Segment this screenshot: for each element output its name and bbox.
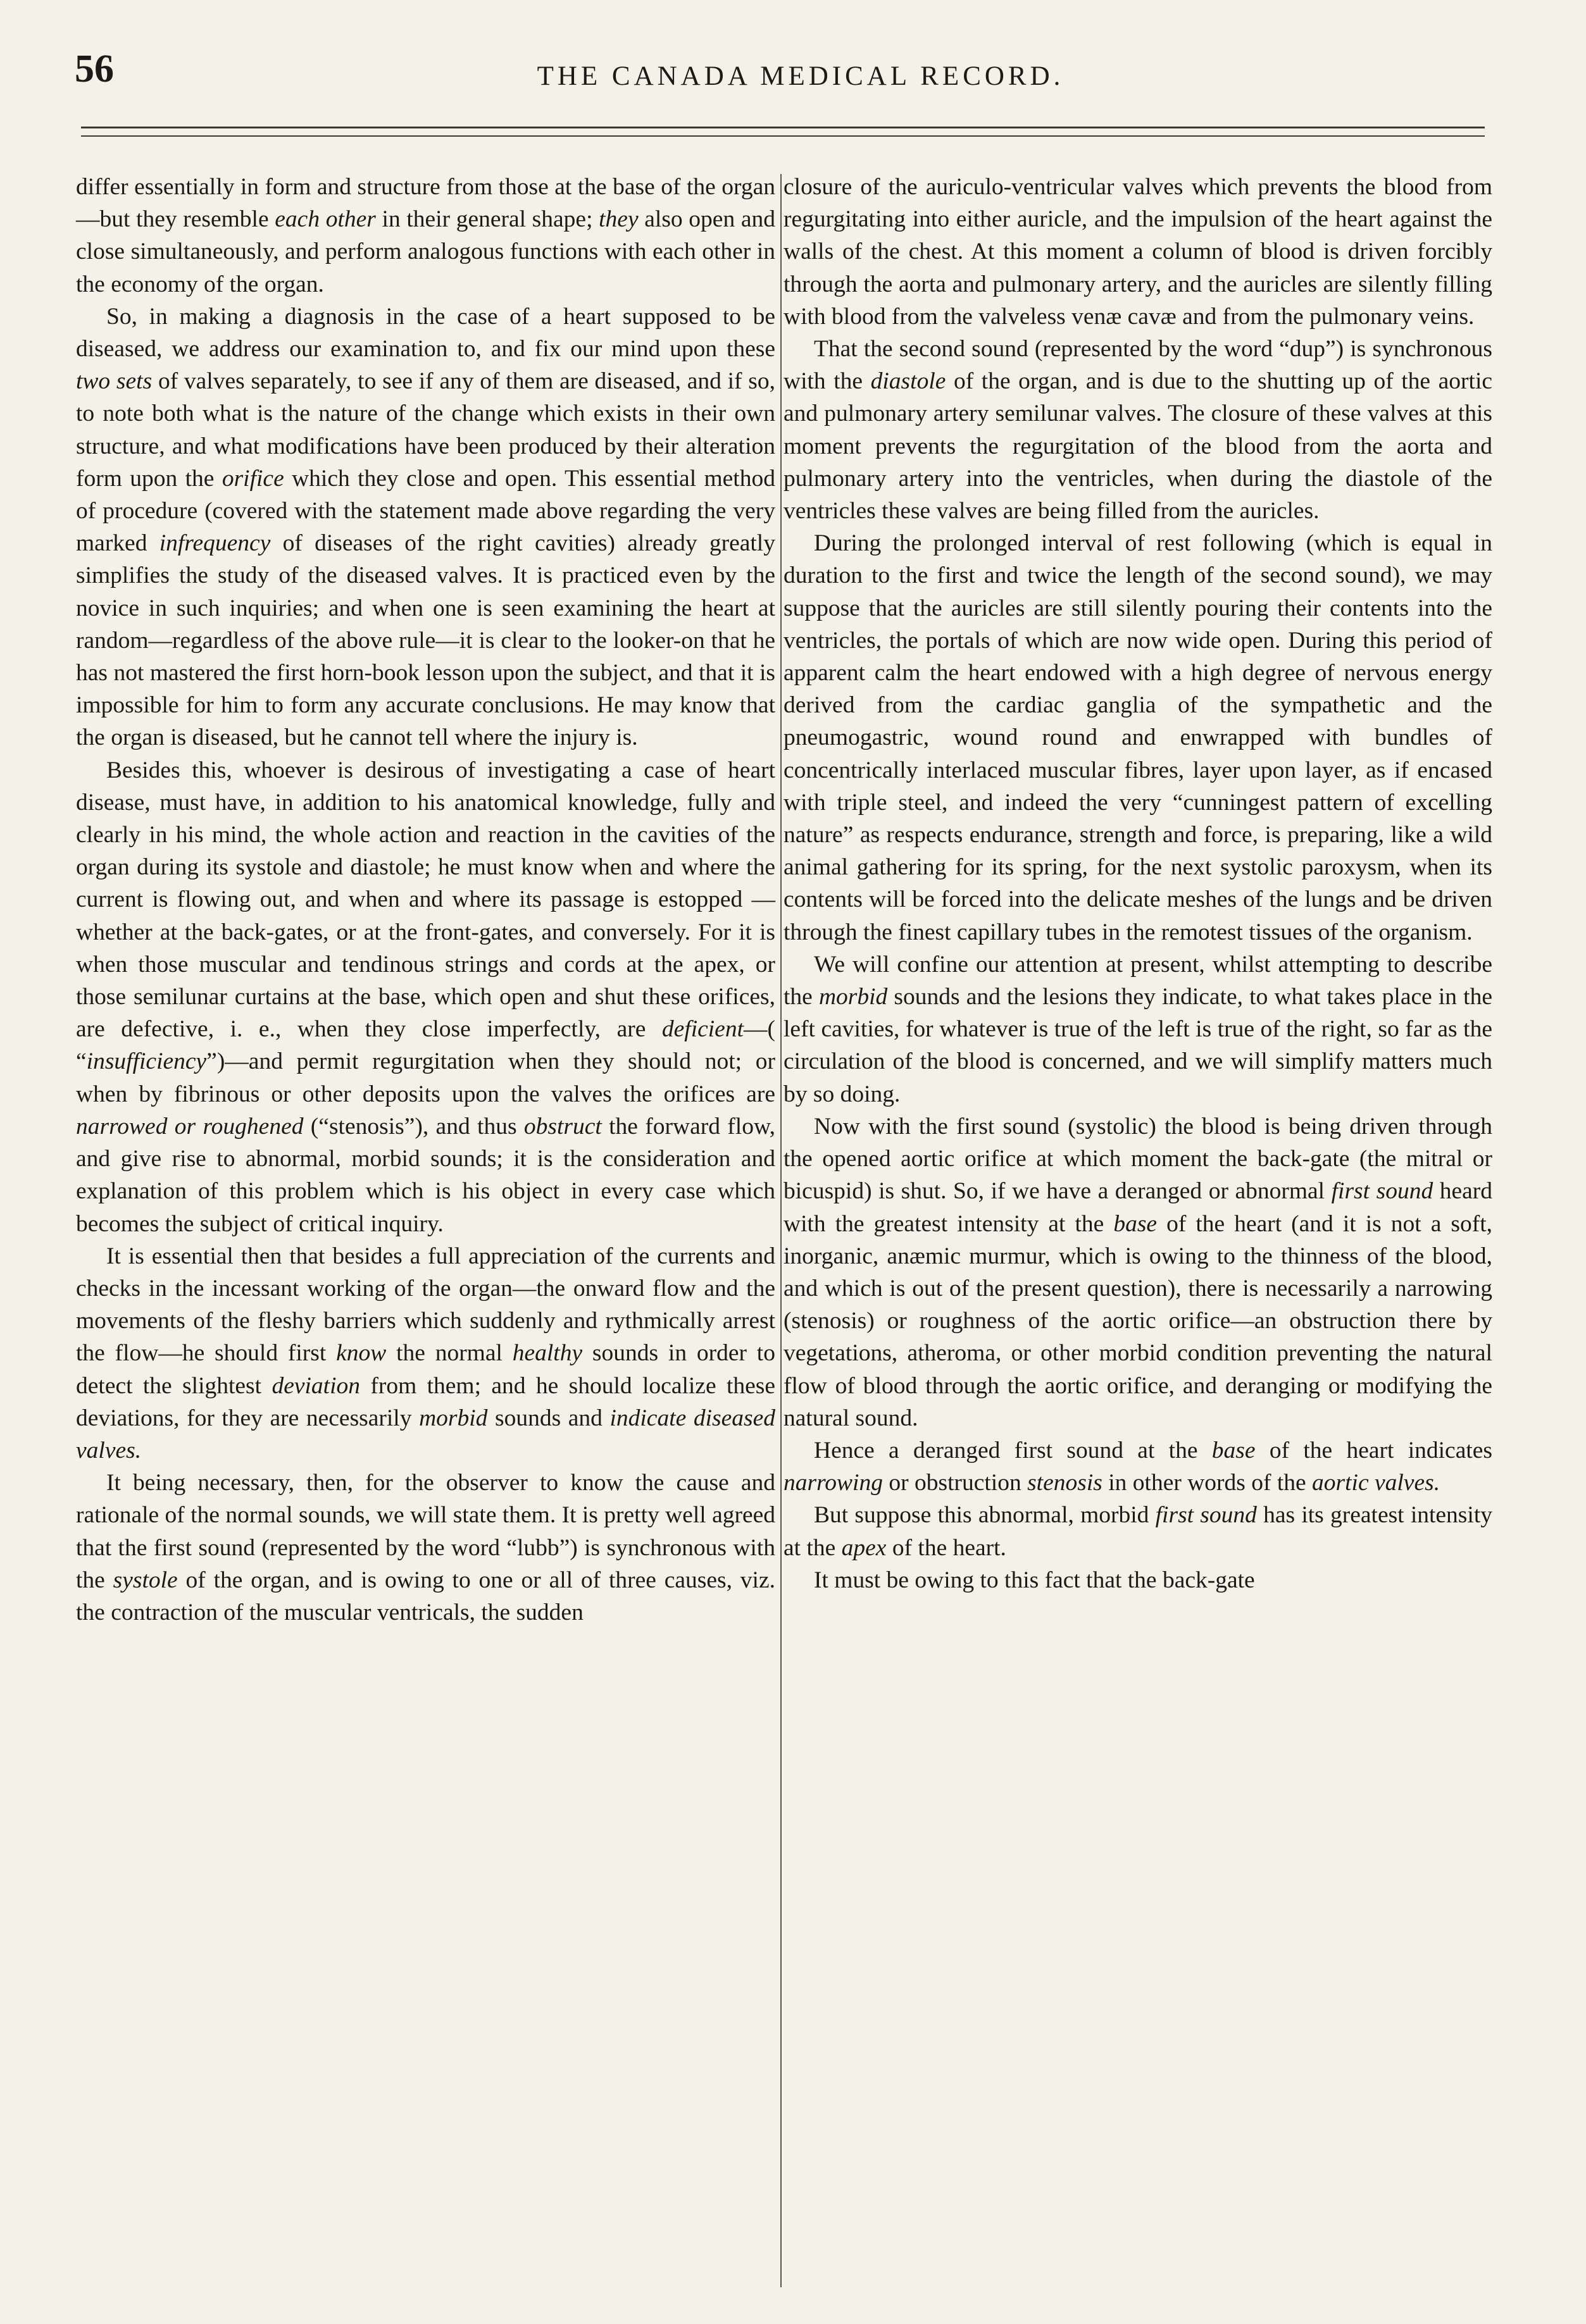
paragraph <box>76 1240 775 1467</box>
paragraph <box>784 333 1492 527</box>
text-run: differ essentially in form and structure from those at the base of the organ—but they resemble <box>76 174 775 233</box>
italic-text: morbid <box>818 984 888 1010</box>
text-run: It being necessary, then, for the observer to know the cause and rationale of the normal sounds, we will state them. It is pretty well agreed that the first sound (represented by the word “lubb”) is synchronous with the <box>76 1470 775 1593</box>
text-run: —( “ <box>76 1016 775 1075</box>
italic-text: deviation <box>272 1372 360 1399</box>
paragraph <box>784 1110 1492 1434</box>
text-run: Hence a deranged first sound at the <box>814 1437 1212 1463</box>
text-run: in other words of the <box>1102 1470 1313 1496</box>
text-run: It must be owing to this fact that the back-gate <box>814 1567 1255 1593</box>
text-run: of the heart indicates <box>1255 1437 1492 1463</box>
text-run: in their general shape; <box>375 206 599 233</box>
paragraph <box>76 1467 775 1629</box>
text-run: sounds and the lesions they indicate, to what takes place in the left cavities, for whatever is true of the left is true of the right, so far as the circulation of the blood is concerned, and we will simplify matters much by so doing. <box>784 984 1492 1107</box>
text-run: That the second sound (represented by the word “dup”) is synchronous with the <box>784 336 1492 395</box>
text-run: which they close and open. This essential method of procedure (covered with the statement made above regarding the very marked <box>76 465 775 557</box>
paragraph <box>784 1499 1492 1563</box>
italic-text: apex <box>841 1534 887 1561</box>
text-run: We will confine our attention at present, whilst attempting to describe the <box>784 951 1492 1010</box>
text-run: sounds and <box>487 1405 610 1431</box>
text-run: heard with the greatest intensity at the <box>784 1178 1493 1237</box>
text-run: of valves separately, to see if any of them are diseased, and if so, to note both what is the nature of the change which exists in their own structure, and what modifications have been produced by their alteration form upon the <box>76 368 775 492</box>
italic-text: narrowing <box>784 1470 883 1496</box>
text-run: of diseases of the right cavities) already greatly simplifies the study of the diseased valves. It is practiced even by the novice in such inquiries; and when one is seen examining the heart at random—regardless of the above rule—it is clear to the looker-on that he has not mastered the first horn-book lesson upon the subject, and that it is impossible for him to form any accurate conclusions. He may know that the organ is diseased, but he cannot tell where the injury is. <box>76 530 775 751</box>
italic-text: first sound <box>1331 1178 1433 1205</box>
italic-text: orifice <box>222 465 284 492</box>
paragraph <box>784 527 1492 948</box>
paragraph <box>784 1564 1492 1596</box>
text-run: or obstruction <box>882 1470 1028 1496</box>
italic-text: base <box>1113 1210 1158 1237</box>
italic-text: base <box>1211 1437 1256 1463</box>
text-run: During the prolonged interval of rest following (which is equal in duration to the first and twice the length of the second sound), we may suppose that the auricles are still silently pouring their contents into the ventricles, the portals of which are now wide open. During this period of apparent calm the heart endowed with a high degree of nervous energy derived from the cardiac ganglia of the sympathetic and the pneumogastric, wound round and enwrapped with bundles of concentrically interlaced muscular fibres, layer upon layer, as if encased with triple steel, and indeed the very “cunningest pattern of excelling nature” as respects endurance, strength and force, is preparing, like a wild animal gathering for its spring, for the next systolic paroxysm, when its contents will be forced into the delicate meshes of the lungs and be driven through the finest capillary tubes in the remotest tissues of the organism. <box>784 530 1492 945</box>
italic-text: obstruct <box>523 1113 602 1140</box>
running-head: THE CANADA MEDICAL RECORD. <box>537 61 1065 91</box>
paragraph <box>76 301 775 754</box>
text-run: closure of the auriculo-ventricular valves which prevents the blood from regurgitating into either auricle, and the impulsion of the heart against the walls of the chest. At this moment a column of blood is driven forcibly through the aorta and pulmonary artery, and the auricles are silently filling with blood from the valveless venæ cavæ and from the pulmonary veins. <box>784 174 1492 330</box>
italic-text: deficient <box>661 1016 744 1043</box>
paragraph <box>784 948 1492 1110</box>
italic-text: narrowed or roughened <box>76 1113 304 1140</box>
italic-text: indicate diseased valves. <box>76 1405 775 1463</box>
italic-text: insufficiency <box>86 1048 207 1075</box>
italic-text: healthy <box>512 1340 583 1367</box>
text-run: Now with the first sound (systolic) the blood is being driven through the opened aortic orifice at which moment the back-gate (the mitral or bicuspid) is shut. So, if we have a deranged or abnormal <box>784 1113 1492 1205</box>
italic-text: systole <box>113 1567 178 1593</box>
paragraph <box>76 754 775 1240</box>
text-run: of the organ, and is owing to one or all of three causes, viz. the contraction of the muscular ventricals, the sudden <box>76 1567 775 1625</box>
italic-text: each other <box>275 206 376 233</box>
text-run: Besides this, whoever is desirous of investigating a case of heart disease, must have, in addition to his anatomical knowledge, fully and clearly in his mind, the whole action and reaction in the cavities of the organ during its systole and diastole; he must know when and where the current is flowing out, and when and where its passage is estopped —whether at the back-gates, or at the front-gates, and conversely. For it is when those muscular and tendinous strings and cords at the apex, or those semilunar curtains at the base, which open and shut these orifices, are defective, i. e., when they close imperfectly, are <box>76 757 775 1043</box>
text-run: from them; and he should localize these deviations, for they are necessarily <box>76 1372 776 1431</box>
header-rule-thin <box>81 135 1485 137</box>
italic-text: two sets <box>76 368 153 395</box>
paragraph <box>784 171 1492 333</box>
text-run: has its greatest intensity at the <box>784 1502 1492 1561</box>
italic-text: infrequency <box>159 530 271 557</box>
paragraph <box>76 171 775 301</box>
italic-text: stenosis <box>1027 1470 1102 1496</box>
text-run: It is essential then that besides a full appreciation of the currents and checks in the incessant working of the organ—the onward flow and the movements of the fleshy barriers which suddenly and rythmically arrest the flow—he should first <box>76 1243 775 1367</box>
italic-text: first sound <box>1155 1502 1257 1529</box>
text-run: also open and close simultaneously, and perform analogous functions with each other in the economy of the organ. <box>76 206 775 297</box>
right-column <box>784 171 1492 1596</box>
text-run: of the heart. <box>886 1534 1006 1561</box>
text-run: of the organ, and is due to the shutting up of the aortic and pulmonary artery semilunar valves. The closure of these valves at this moment prevents the regurgitation of the blood from the aorta and pulmonary artery into the ventricles, when during the diastole of the ventricles these valves are being filled from the auricles. <box>784 368 1493 525</box>
text-run: the normal <box>386 1340 513 1367</box>
column-divider <box>780 174 782 2287</box>
text-run: So, in making a diagnosis in the case of a heart supposed to be diseased, we address our examination to, and fix our mind upon these <box>76 303 775 363</box>
left-column <box>76 171 775 1629</box>
italic-text: morbid <box>419 1405 488 1431</box>
header-rule <box>81 127 1485 128</box>
text-run: sounds in order to detect the slightest <box>76 1340 775 1399</box>
text-run: (“stenosis”), and thus <box>303 1113 524 1140</box>
paragraph <box>784 1434 1492 1499</box>
text-run: ”)—and permit regurgitation when they should not; or when by fibrinous or other deposits upon the valves the orifices are <box>76 1048 775 1107</box>
text-run: the forward flow, and give rise to abnormal, morbid sounds; it is the consideration and explanation of this problem which is his object in every case which becomes the subject of critical inquiry. <box>76 1113 775 1237</box>
italic-text: diastole <box>870 368 946 395</box>
italic-text: aortic valves. <box>1312 1470 1440 1496</box>
italic-text: know <box>336 1340 387 1367</box>
text-run: of the heart (and it is not a soft, inorganic, anæmic murmur, which is owing to the thinness of the blood, and which is out of the present question), there is necessarily a narrowing (stenosis) or roughness of the aortic orifice—an obstruction there by vegetations, atheroma, or other morbid condition preventing the natural flow of blood through the aortic orifice, and deranging or modifying the natural sound. <box>784 1210 1492 1431</box>
text-run: But suppose this abnormal, morbid <box>814 1502 1156 1529</box>
page-number: 56 <box>75 47 114 90</box>
italic-text: they <box>599 206 639 233</box>
